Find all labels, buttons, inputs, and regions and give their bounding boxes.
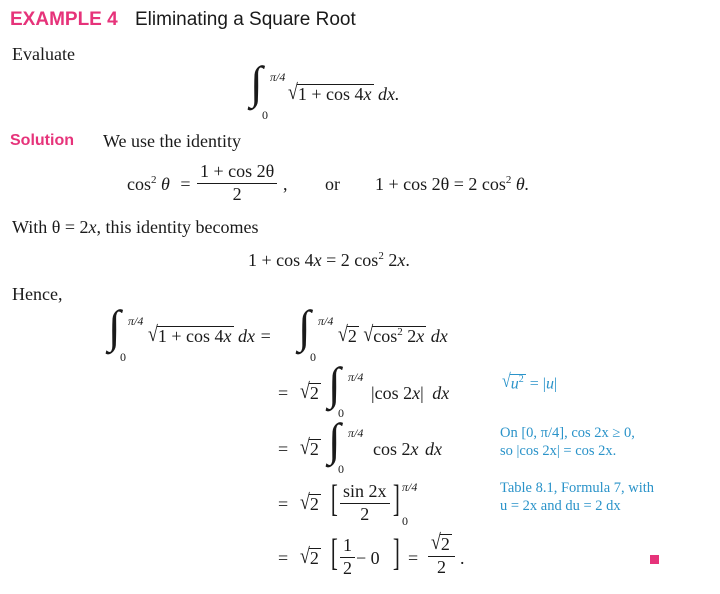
identity-rhs: 1 + cos 2θ = 2 cos	[375, 174, 506, 194]
s3-x: x	[410, 439, 419, 459]
s1r-lower: 0	[310, 350, 316, 364]
s4-upper: π/4	[402, 480, 418, 494]
example-title: Eliminating a Square Root	[135, 9, 356, 30]
identity2-x2: x	[397, 250, 406, 270]
s1r-two: 2	[347, 326, 357, 346]
note3-line2: u = 2x and du = 2 dx	[500, 497, 621, 514]
with-line-a: With θ = 2	[12, 217, 89, 237]
step-1: ∫ π/4 0 √1 + cos 4x dx = ∫ π/4 0 √2 $√\cos^2$ 2x dx	[108, 301, 448, 364]
s5-rden: 2	[436, 556, 446, 577]
s4-right-bracket: ]	[392, 478, 400, 520]
identity-cos: cos	[127, 174, 151, 194]
s1-radicand: 1 + cos 4	[157, 326, 224, 346]
s5-eq: =	[278, 548, 289, 568]
example-label: EXAMPLE 4	[10, 9, 118, 30]
identity-rhs-theta: θ.	[515, 174, 530, 194]
step-3: = √2 ∫ π/4 0 cos 2x dx	[278, 414, 442, 476]
identity-num: 1 + cos 2θ	[197, 162, 277, 184]
s3-upper: π/4	[348, 426, 364, 440]
s3-eq: =	[278, 439, 289, 459]
s1r-upper: π/4	[318, 314, 334, 328]
note-2	[500, 425, 635, 460]
s3-cos: cos 2	[373, 439, 411, 459]
note3-line1: Table 8.1, Formula 7, with	[500, 480, 655, 496]
s3-integral-sign: ∫	[328, 414, 341, 465]
s2-abs2: |	[420, 383, 424, 403]
s5-den: 2	[343, 557, 352, 578]
main-dx: dx.	[378, 84, 400, 104]
s1r-2x: 2	[402, 326, 417, 346]
s2-abs: |cos 2	[371, 383, 413, 403]
s2-upper: π/4	[348, 370, 364, 384]
identity-den: 2	[232, 183, 242, 204]
identity-fraction	[197, 162, 277, 205]
s5-fraction	[340, 536, 355, 579]
step-5: = √2 [ $\frac{1}{2}$ − 0 ] = $\frac{√2}{2}$ .	[278, 529, 465, 578]
s4-lower: 0	[402, 514, 408, 528]
s1r-dx: dx	[430, 326, 448, 346]
solution-text: We use the identity	[103, 131, 242, 151]
evaluate-text: Evaluate	[12, 44, 75, 64]
hence-text: Hence,	[12, 284, 63, 304]
s5-result: $\frac{√2}{2}$	[428, 534, 455, 578]
main-radicand: 1 + cos 4	[297, 84, 364, 104]
s1-integral-sign: ∫	[108, 301, 121, 352]
s1r-x: x	[416, 326, 425, 346]
s5-left-bracket: [	[330, 532, 338, 574]
identity-exp: 2	[151, 174, 157, 186]
s2-eq: =	[278, 383, 289, 403]
identity2	[248, 250, 410, 271]
identity-theta: θ	[161, 174, 170, 194]
s1-dx: dx =	[238, 326, 272, 346]
note1-exp: 2	[518, 374, 524, 385]
identity2-exp: 2	[378, 250, 384, 262]
identity-or: or	[325, 174, 340, 194]
identity-line	[127, 162, 567, 206]
step-2: = √2 ∫ π/4 0 |cos 2x| dx	[278, 358, 450, 420]
s5-eq2: =	[408, 548, 419, 568]
identity-eq: =	[180, 174, 191, 194]
identity2-x: x	[313, 250, 322, 270]
main-integral	[250, 57, 450, 126]
s4-two: 2	[309, 494, 319, 514]
note-1: $√u^2 = |u|$	[502, 371, 558, 393]
main-x: x	[363, 84, 372, 104]
s2-lower: 0	[338, 406, 344, 420]
note-3	[500, 480, 654, 515]
note1-u2: u	[546, 375, 555, 393]
identity2-d: .	[405, 250, 410, 270]
s5-right-bracket: ]	[392, 532, 400, 574]
s1-lower: 0	[120, 350, 126, 364]
s5-end: .	[460, 548, 465, 568]
identity2-c: 2	[383, 250, 398, 270]
note1-u: u	[510, 375, 519, 393]
identity2-a: 1 + cos 4	[248, 250, 314, 270]
solution-label: Solution	[10, 132, 74, 149]
s1r-cos: cos	[373, 326, 398, 346]
s2-two: 2	[309, 383, 319, 403]
identity-rhs-exp: 2	[505, 174, 512, 186]
s2-x: x	[412, 383, 421, 403]
note2-line1: On [0, π/4], cos 2x ≥ 0,	[500, 425, 635, 441]
s4-left-bracket: [	[330, 478, 338, 520]
s2-dx: dx	[432, 383, 450, 403]
note1-bar: |	[554, 375, 558, 393]
s1-x: x	[223, 326, 232, 346]
s3-lower: 0	[338, 462, 344, 476]
note1-rest: = |	[525, 375, 547, 393]
with-line-x: x	[88, 217, 97, 237]
s5-minus: − 0	[356, 548, 380, 568]
s4-fraction	[340, 482, 390, 525]
note2-line2: so |cos 2x| = cos 2x.	[500, 442, 617, 459]
identity2-b: = 2 cos	[321, 250, 379, 270]
main-integrand: √1 + cos 4x dx.	[288, 79, 400, 104]
s4-num: sin 2x	[340, 482, 390, 504]
s3-dx: dx	[425, 439, 442, 459]
identity-comma: ,	[283, 174, 288, 194]
with-line	[12, 217, 259, 238]
s1r-integral-sign: ∫	[298, 301, 311, 352]
integral-upper-limit: π/4	[270, 70, 286, 84]
s5-num: 1	[340, 536, 355, 558]
s5-rnum: 2	[440, 534, 450, 554]
s1-upper: π/4	[128, 314, 144, 328]
integral-lower-limit: 0	[262, 108, 268, 122]
s4-den: 2	[360, 503, 370, 524]
s5-two: 2	[309, 548, 319, 568]
step-4: = √2 [ $\frac{\sin 2x}{2}$ ] π/4 0	[278, 478, 418, 528]
end-of-example-square	[650, 555, 659, 564]
integral-sign: ∫	[250, 57, 263, 108]
s1r-exp: 2	[397, 326, 403, 338]
s2-integral-sign: ∫	[328, 358, 341, 409]
s3-two: 2	[309, 439, 319, 459]
with-line-b: , this identity becomes	[96, 217, 259, 237]
s4-eq: =	[278, 494, 289, 514]
